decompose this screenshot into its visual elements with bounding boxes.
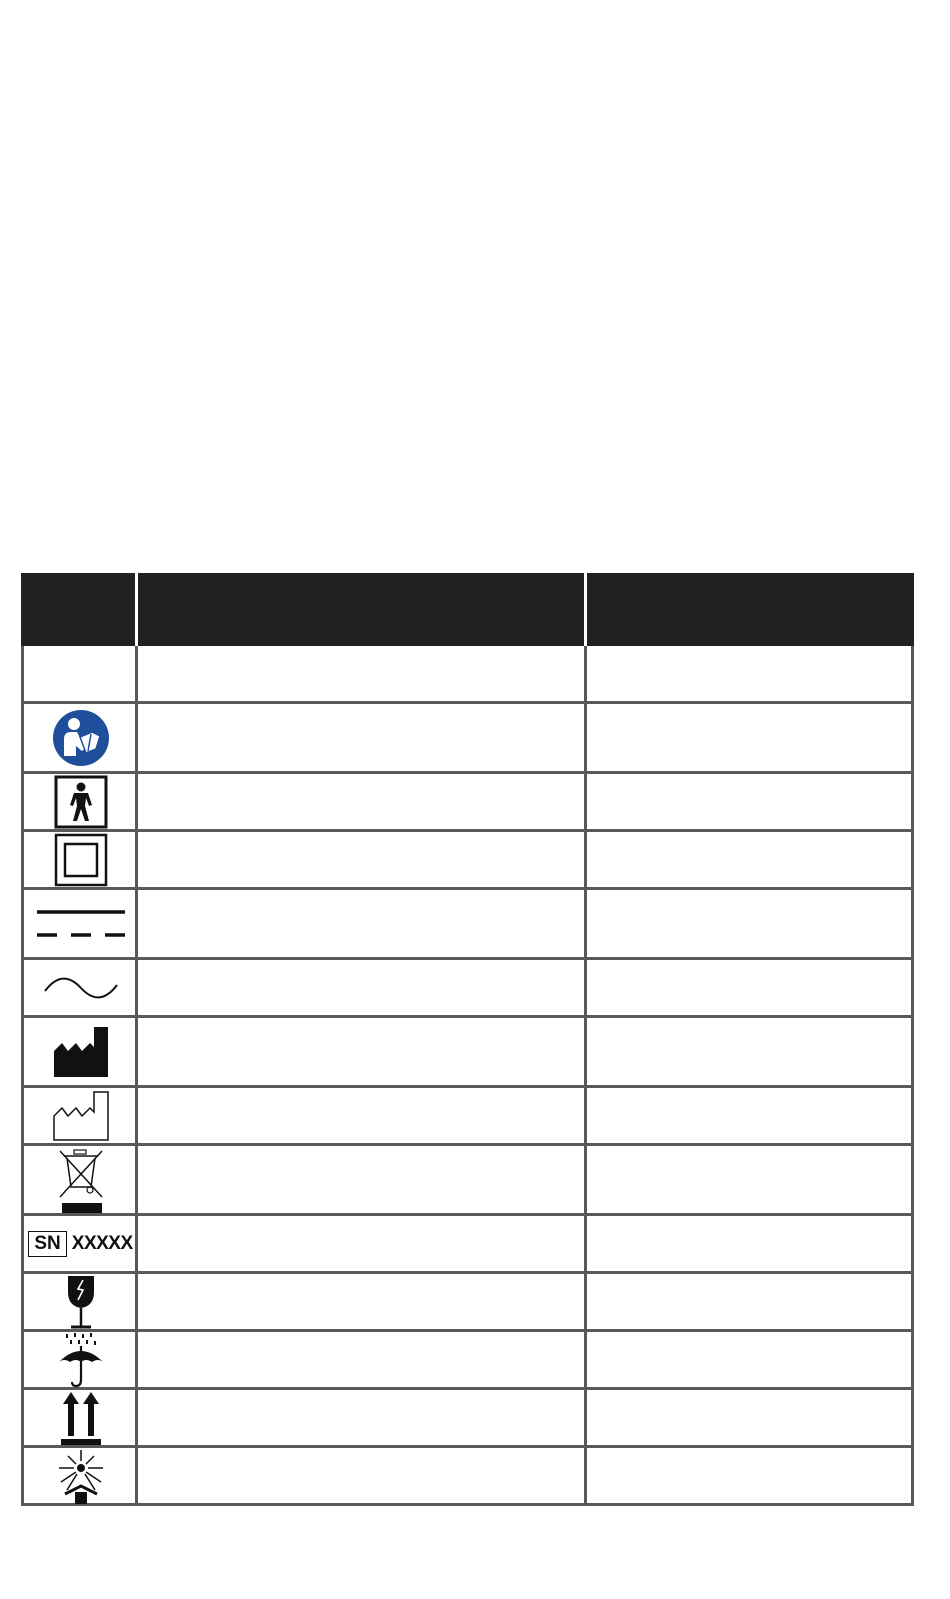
meaning-cell xyxy=(138,1332,584,1387)
meaning-cell xyxy=(138,1018,584,1085)
header-symbol xyxy=(21,573,134,646)
type-bf-applied-part-icon xyxy=(54,775,108,829)
standard-cell xyxy=(587,1448,908,1503)
symbol-cell xyxy=(24,832,137,887)
symbol-cell xyxy=(24,1146,137,1213)
meaning-cell xyxy=(138,1146,584,1213)
table-row xyxy=(21,1274,914,1332)
symbol-cell xyxy=(24,1448,137,1503)
meaning-cell xyxy=(138,1448,584,1503)
symbol-cell xyxy=(24,1216,137,1271)
symbol-cell xyxy=(24,1390,137,1445)
table-row xyxy=(21,1146,914,1216)
meaning-cell xyxy=(138,1216,584,1271)
table-row xyxy=(21,774,914,832)
meaning-cell xyxy=(138,704,584,771)
table-row xyxy=(21,1088,914,1146)
keep-away-from-sunlight-icon xyxy=(53,1448,109,1504)
table-row xyxy=(21,704,914,774)
table-row xyxy=(21,1390,914,1448)
standard-cell xyxy=(587,1274,908,1329)
symbol-cell xyxy=(24,1274,137,1329)
serial-number-icon xyxy=(28,1231,132,1257)
meaning-cell xyxy=(138,960,584,1015)
table-row xyxy=(21,890,914,960)
standard-cell xyxy=(587,704,908,771)
consult-instructions-icon xyxy=(52,709,110,767)
standard-cell xyxy=(587,1018,908,1085)
symbol-cell xyxy=(24,1018,137,1085)
manufacturer-icon xyxy=(52,1025,110,1079)
symbol-cell xyxy=(24,890,137,957)
symbol-cell xyxy=(24,960,137,1015)
symbol-cell xyxy=(24,1332,137,1387)
standard-cell xyxy=(587,832,908,887)
table-row xyxy=(21,1018,914,1088)
table-row xyxy=(21,1216,914,1274)
this-way-up-icon xyxy=(59,1390,103,1446)
meaning-cell xyxy=(138,832,584,887)
header-meaning xyxy=(138,573,584,646)
symbol-cell xyxy=(24,774,137,829)
standard-cell xyxy=(587,646,908,701)
table-row xyxy=(21,960,914,1018)
serial-number-sn-box: SN xyxy=(28,1231,66,1257)
alternating-current-icon xyxy=(43,973,119,1003)
weee-crossed-bin-icon xyxy=(56,1147,106,1213)
standard-cell xyxy=(587,774,908,829)
header-standard xyxy=(587,573,914,646)
standard-cell xyxy=(587,960,908,1015)
table-row xyxy=(21,832,914,890)
standard-cell xyxy=(587,1146,908,1213)
class-ii-equipment-icon xyxy=(54,833,108,887)
fragile-icon xyxy=(61,1274,101,1330)
meaning-cell xyxy=(138,1274,584,1329)
meaning-cell xyxy=(138,646,584,701)
standard-cell xyxy=(587,1390,908,1445)
symbol-cell xyxy=(24,646,137,701)
symbols-table xyxy=(21,573,914,1506)
meaning-cell xyxy=(138,890,584,957)
table-row xyxy=(21,646,914,704)
direct-current-icon xyxy=(35,904,127,944)
standard-cell xyxy=(587,890,908,957)
standard-cell xyxy=(587,1216,908,1271)
symbol-cell xyxy=(24,704,137,771)
symbol-cell xyxy=(24,1088,137,1143)
meaning-cell xyxy=(138,774,584,829)
table-row xyxy=(21,1448,914,1506)
meaning-cell xyxy=(138,1088,584,1143)
keep-dry-icon xyxy=(56,1332,106,1388)
standard-cell xyxy=(587,1332,908,1387)
meaning-cell xyxy=(138,1390,584,1445)
table-row xyxy=(21,1332,914,1390)
standard-cell xyxy=(587,1088,908,1143)
serial-number-value: XXXXX xyxy=(71,1232,133,1254)
date-of-manufacture-icon xyxy=(52,1090,110,1142)
table-header xyxy=(21,573,914,646)
